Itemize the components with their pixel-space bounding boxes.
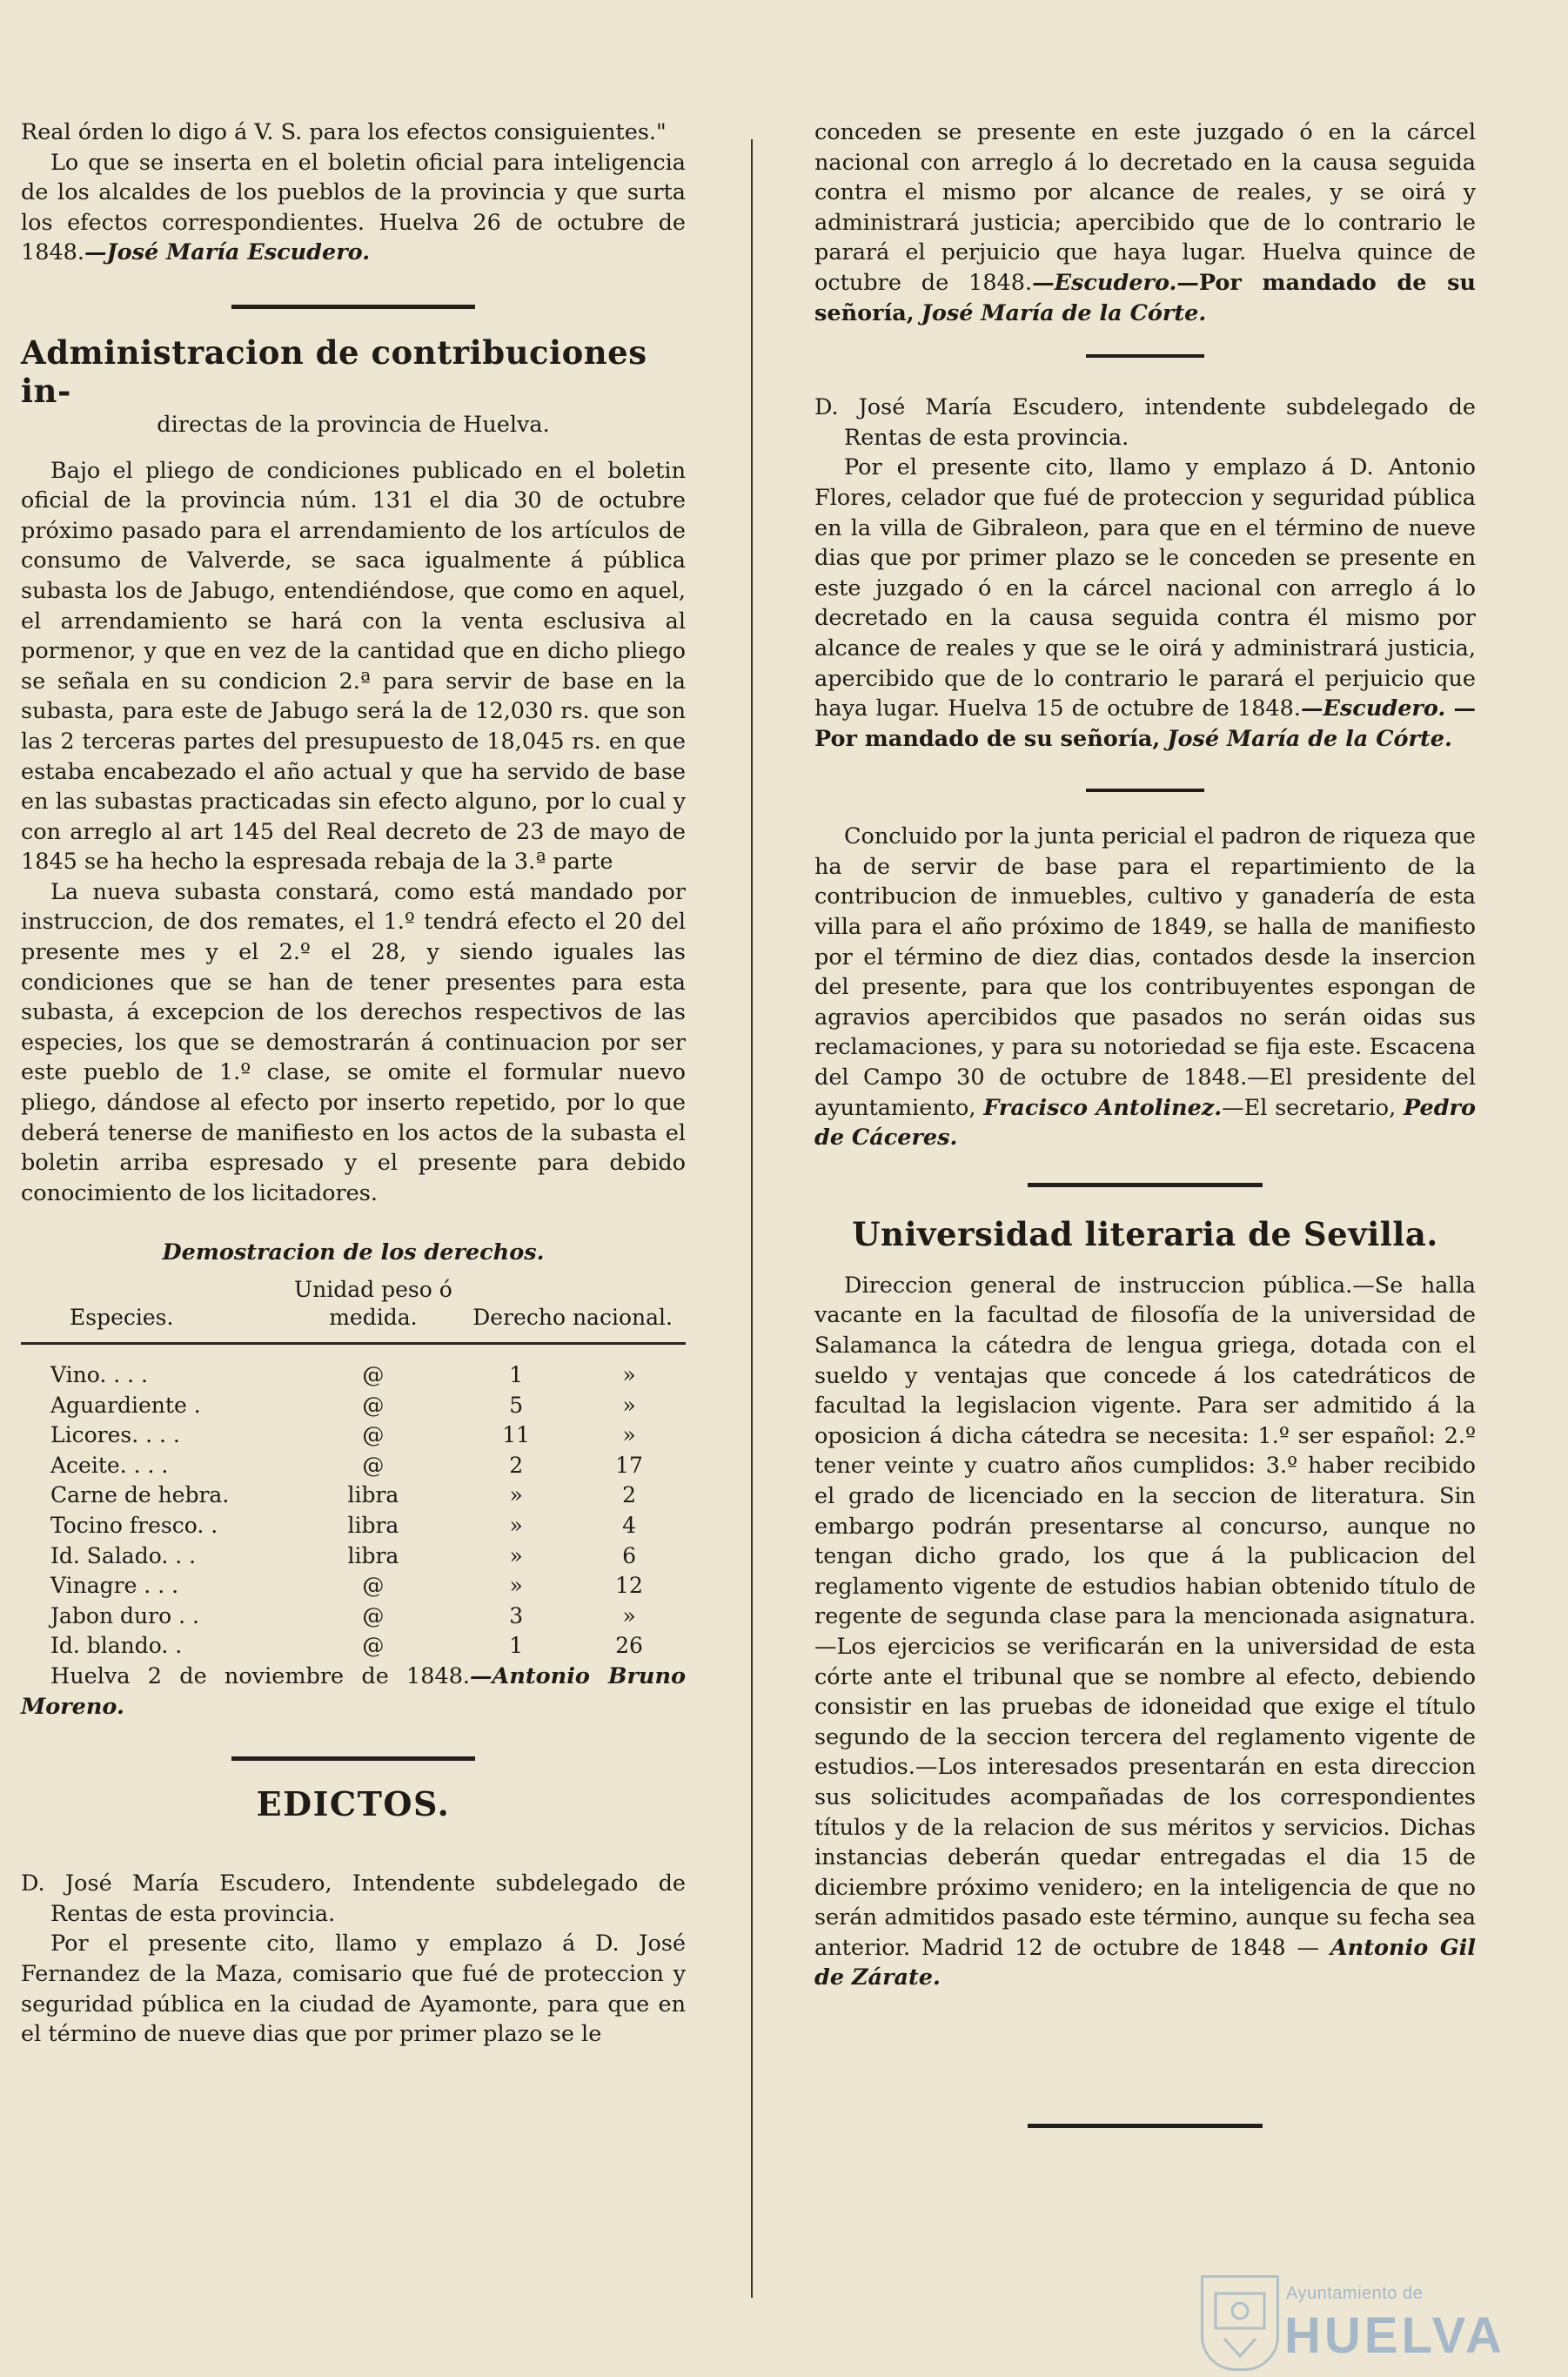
admin-section-title: Administracion de contribuciones in-: [21, 332, 647, 410]
archive-watermark: [1201, 2275, 1514, 2371]
table-row: Jabon duro . . @ 3 »: [50, 1602, 636, 1628]
edictos-title: EDICTOS.: [256, 1784, 451, 1824]
padron-notice: Concluido por la junta pericial el padron de riqueza que ha de servir de base para el repartimiento de la contribucion de inmuebles, cultivo y ganadería de esta villa para el año próximo de 1849, se halla de manifiesto por el término de diez dias, contados desde la insercion del presente, para que los contribuyentes espongan de agravios apercibidos que pasados no serán oidas sus reclamaciones, y para su notoriedad se fija este. Escacena del Campo 30 de octubre de 1848.—El presidente del ayuntamiento, Fracisco Antolinez.—El secretario, Pedro de Cáceres.: [814, 823, 1477, 1152]
table-row: Vinagre . . . @ » 12: [50, 1573, 643, 1599]
padron-secretary: Pedro de Cáceres.: [814, 1094, 1477, 1152]
edicto-2-header: D. José María Escudero, intendente subdelegado de Rentas de esta provincia.: [814, 394, 1476, 451]
edicto-1-body: Por el presente cito, llamo y emplazo á D. José Fernandez de la Maza, comisario que fué de proteccion y seguridad pública en la ciudad de Ayamonte, para que en el término de nueve dias que por primer plazo se le: [21, 1930, 686, 2048]
edicto-1-secretary: José María de la Córte.: [921, 299, 1207, 326]
table-row: Aceite. . . . @ 2 17: [50, 1452, 643, 1478]
table-row: Carne de hebra. libra » 2: [50, 1482, 636, 1508]
table-row: Id. blando. . @ 1 26: [50, 1633, 643, 1659]
admin-closing: [21, 1662, 686, 1722]
admin-signature: —Antonio Bruno Moreno.: [21, 1662, 686, 1720]
header-derecho: Derecho nacional.: [459, 1275, 686, 1344]
header-especies: Especies.: [21, 1275, 287, 1344]
admin-paragraph-1: Bajo el pliego de condiciones publicado en el boletin oficial de la provincia núm. 131 el dia 30 de octubre próximo pasado para el arrendamiento de los artículos de consumo de Valverde, se saca igualmente á pública subasta los de Jabugo, entendiéndose, que como en aquel, el arrendamiento se hará con la venta esclusiva al pormenor, y que en vez de la cantidad que en dicho pliego se señala en su condicion 2.ª para servir de base en la subasta, para este de Jabugo será la de 12,030 rs. que son las 2 terceras partes del presupuesto de 18,045 rs. en que estaba encabezado el año actual y que ha servido de base en las subastas practicadas sin efecto alguno, por lo cual y con arreglo al art 145 del Real decreto de 23 de mayo de 1845 se ha hecho la espresada rebaja de la 3.ª parte: [21, 457, 686, 876]
edicto-2-signature: —Escudero.: [1301, 695, 1446, 722]
admin-paragraph-2: La nueva subasta constará, como está mandado por instruccion, de dos remates, el 1.º tendrá efecto el 20 del presente mes y el 2.º el 28, y siendo iguales las condiciones que se han de tener presentes para esta subasta, á excepcion de los derechos respectivos de las especies, los que se demostrarán á continuacion por ser este pueblo de 1.º clase, se omite el formular nuevo pliego, dándose al efecto por inserto repetido, por lo que deberá tenerse de manifiesto en los actos de la subasta el boletin arriba espresado y el presente para debido conocimiento de los licitadores.: [21, 878, 686, 1206]
table-row: Vino. . . . @ 1 »: [50, 1362, 636, 1387]
right-column: [814, 118, 1476, 2128]
huelva-seal-icon: [1201, 2275, 1279, 2371]
university-section-title: Universidad literaria de Sevilla.: [852, 1214, 1438, 1253]
left-column: [21, 118, 686, 2050]
rates-table-title: Demostracion de los derechos.: [162, 1239, 545, 1266]
column-divider: [751, 139, 753, 2298]
edicto-2-secretary: José María de la Córte.: [1167, 725, 1452, 752]
insertion-notice: [21, 148, 686, 268]
table-row: Tocino fresco. . libra » 4: [50, 1512, 636, 1538]
edicto-1-header: D. José María Escudero, Intendente subdelegado de Rentas de esta provincia.: [21, 1870, 686, 1927]
rates-table-header: [21, 1275, 686, 1344]
insertion-notice-text: Lo que se inserta en el boletin oficial para inteligencia de los alcaldes de los pueblos de la provincia y que surta los efectos correspondientes. Huelva 26 de octubre de 1848.: [21, 149, 686, 266]
section-separator: [1028, 2124, 1263, 2128]
university-signature: Antonio Gil de Zárate.: [814, 1934, 1476, 1991]
edicto-1-continuation: conceden se presente en este juzgado ó en la cárcel nacional con arreglo á lo decretado en la causa seguida contra el mismo por alcance de reales, y se oirá y administrará justicia; apercibido que de lo contrario le parará el perjuicio que haya lugar. Huelva quince de octubre de 1848.—Escudero.—Por mandado de su señoría, José María de la Córte.: [814, 119, 1476, 326]
table-row: Id. Salado. . . libra » 6: [50, 1542, 636, 1568]
admin-date: Huelva 2 de noviembre de 1848.: [50, 1662, 471, 1689]
admin-section-subtitle: directas de la provincia de Huelva.: [157, 411, 550, 438]
university-notice: Direccion general de instruccion pública.—Se halla vacante en la facultad de filosofía de la universidad de Salamanca la cátedra de lengua griega, dotada con el sueldo y ventajas que concede á los catedráticos de facultad la legislacion vigente. Para ser admitido á la oposicion á dicha cátedra se necesita: 1.º ser español: 2.º tener veinte y cuatro años cumplidos: 3.º haber recibido el grado de licenciado en la seccion de literatura. Sin embargo podrán presentarse al concurso, aunque no tengan dicho grado, los que á la publicacion del reglamento vigente de estudios habian obtenido título de regente de segunda clase para la mencionada asignatura.—Los ejercicios se verificarán en la universidad de esta córte ante el tribunal que se nombre al efecto, debiendo consistir en las pruebas de idoneidad que exige el título segundo de la seccion tercera del reglamento vigente de estudios.—Los interesados presentarán en esta direccion sus solicitudes acompañadas de los correspondientes títulos y de la relacion de sus méritos y servicios. Dichas instancias deberán quedar entregadas el dia 15 de diciembre próximo venidero; en la inteligencia de que no serán admitidos pasado este término, aunque su fecha sea anterior. Madrid 12 de octubre de 1848 — Antonio Gil de Zárate.: [814, 1272, 1476, 1991]
table-row: Aguardiente . @ 5 »: [50, 1392, 636, 1418]
table-row: Licores. . . . @ 11 »: [50, 1422, 636, 1448]
watermark-line-2: HUELVA: [1284, 2307, 1505, 2364]
rates-table: [21, 1275, 686, 1662]
order-closing-line: Real órden lo digo á V. S. para los efectos consiguientes.": [21, 119, 667, 145]
padron-president: Fracisco Antolinez.: [983, 1094, 1223, 1121]
edicto-2-body: Por el presente cito, llamo y emplazo á D. Antonio Flores, celador que fué de proteccion y seguridad pública en la villa de Gibraleon, para que en el término de nueve dias que por primer plazo se le conceden se presente en este juzgado ó en la cárcel nacional con arreglo á lo decretado en la causa seguida contra él mismo por alcance de reales y que se le oirá y administrará justicia, apercibido que de lo contrario le parará el perjuicio que haya lugar. Huelva 15 de octubre de 1848.—Escudero. —Por mandado de su señoría, José María de la Córte.: [814, 454, 1477, 752]
watermark-line-1: Ayuntamiento de: [1286, 2284, 1424, 2303]
insertion-notice-signature: —José María Escudero.: [84, 239, 371, 266]
header-unidad: Unidad peso ó medida.: [287, 1275, 460, 1344]
edicto-1-signature: —Escudero.: [1032, 269, 1177, 296]
